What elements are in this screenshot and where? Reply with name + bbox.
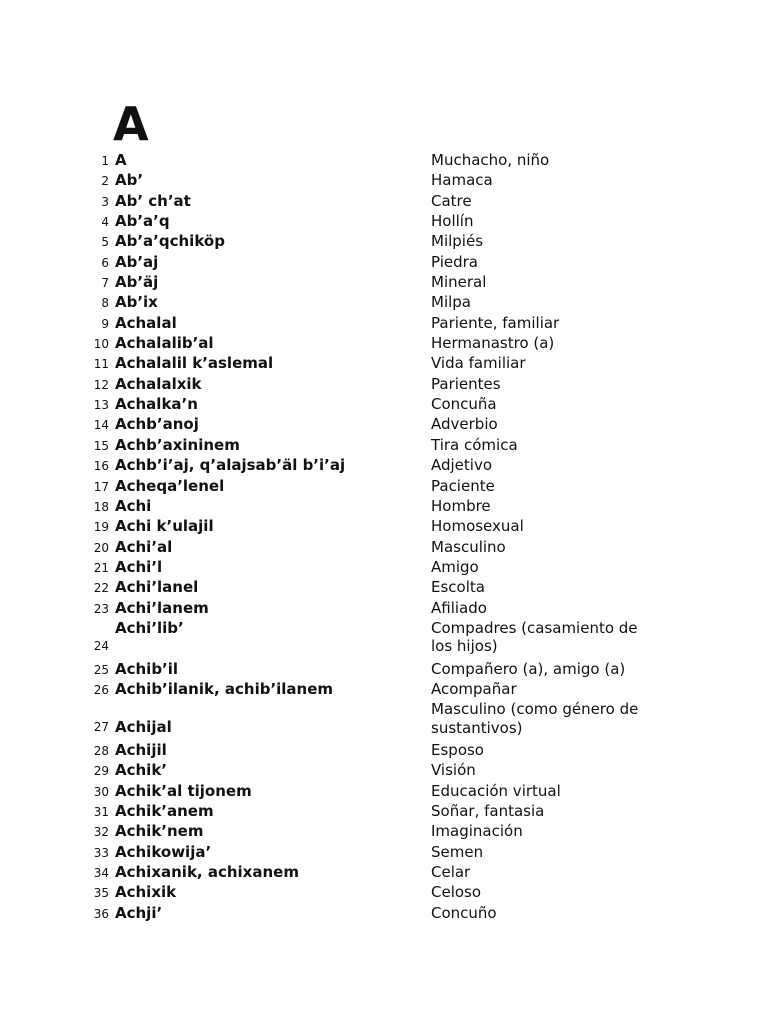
entry-definition: Parientes <box>431 374 501 393</box>
entry-term: Achijal <box>115 718 172 737</box>
entry-term: Achi <box>115 496 152 515</box>
entry-row <box>0 191 768 211</box>
entry-definition: Paciente <box>431 476 495 495</box>
entry-term: Achalal <box>115 313 177 332</box>
entry-number: 2 <box>101 174 109 189</box>
entry-row <box>0 821 768 841</box>
entry-row <box>0 740 768 760</box>
entry-definition: Concuña <box>431 395 497 414</box>
entry-definition: Mineral <box>431 273 487 292</box>
entry-term: Achi’l <box>115 557 163 576</box>
entry-definition: Homosexual <box>431 517 524 536</box>
entry-definition: Muchacho, niño <box>431 151 550 169</box>
entry-term: Ab’ ch’at <box>115 191 191 210</box>
entry-definition: Masculino <box>431 537 506 556</box>
entry-definition: Hombre <box>431 496 491 515</box>
entry-number: 32 <box>93 825 109 840</box>
entry-term: Achikowija’ <box>115 842 212 861</box>
entry-row <box>0 903 768 923</box>
entry-number: 25 <box>93 662 109 677</box>
entry-number: 22 <box>93 581 109 596</box>
entry-definition: Imaginación <box>431 822 523 841</box>
entry-row <box>0 496 768 516</box>
entry-definition: Semen <box>431 842 484 861</box>
entry-row <box>0 699 768 740</box>
entry-row <box>0 679 768 699</box>
entry-number: 4 <box>101 215 109 230</box>
entry-row <box>0 516 768 536</box>
entry-number: 14 <box>93 418 109 433</box>
entry-term: Achji’ <box>115 903 163 922</box>
entry-row <box>0 801 768 821</box>
entry-row <box>0 618 768 659</box>
entry-row <box>0 557 768 577</box>
entry-number: 26 <box>93 682 109 697</box>
entry-term: Achib’il <box>115 659 179 678</box>
entry-number: 27 <box>93 720 109 735</box>
entry-row <box>0 455 768 475</box>
entry-term: Achi’al <box>115 537 173 556</box>
entry-row <box>0 333 768 353</box>
entry-term: Achik’ <box>115 761 167 780</box>
entry-term: Ab’ix <box>115 293 158 312</box>
entry-number: 28 <box>93 743 109 758</box>
entry-number: 30 <box>93 784 109 799</box>
entry-term: Achb’axininem <box>115 435 240 454</box>
entry-definition: Compañero (a), amigo (a) <box>431 659 626 678</box>
entry-number: 17 <box>93 479 109 494</box>
entry-number: 13 <box>93 398 109 413</box>
entry-definition: Acompañar <box>431 679 517 698</box>
entry-row <box>0 414 768 434</box>
entry-term: Achb’i’aj, q’alajsab’äl b’i’aj <box>115 456 346 475</box>
entry-row <box>0 252 768 272</box>
entry-number: 3 <box>101 194 109 209</box>
entry-row <box>0 313 768 333</box>
entry-term: Achik’anem <box>115 802 214 820</box>
entry-definition: Afiliado <box>431 598 487 617</box>
entry-term: Ab’a’qchiköp <box>115 232 225 251</box>
entry-term: Achijil <box>115 740 167 759</box>
entry-term: Ab’aj <box>115 252 159 271</box>
entry-row <box>0 435 768 455</box>
entry-row <box>0 231 768 251</box>
entry-term: Achik’al tijonem <box>115 781 252 800</box>
entry-term: Ab’a’q <box>115 212 170 231</box>
entry-row <box>0 882 768 902</box>
entry-definition: Educación virtual <box>431 781 561 800</box>
entry-number: 23 <box>93 601 109 616</box>
entry-number: 35 <box>93 886 109 901</box>
entry-row <box>0 862 768 882</box>
entry-definition: Hollín <box>431 212 474 231</box>
entry-number: 19 <box>93 520 109 535</box>
entry-definition: Compadres (casamiento de los hijos) <box>431 618 638 656</box>
entry-number: 8 <box>101 296 109 311</box>
entry-row <box>0 537 768 557</box>
entry-row <box>0 598 768 618</box>
entry-term: Achalalib’al <box>115 334 214 353</box>
entry-number: 12 <box>93 377 109 392</box>
entry-term: Achalalil k’aslemal <box>115 354 274 373</box>
entry-definition: Tira cómica <box>431 435 518 454</box>
entry-term: Ab’ <box>115 171 144 190</box>
entry-term: Achalka’n <box>115 395 198 414</box>
entry-row <box>0 211 768 231</box>
entry-number: 10 <box>93 337 109 352</box>
entry-definition: Celar <box>431 863 471 882</box>
entry-row <box>0 577 768 597</box>
entry-definition: Adjetivo <box>431 456 493 475</box>
entry-number: 6 <box>101 255 109 270</box>
entry-row <box>0 272 768 292</box>
entry-list <box>0 150 768 923</box>
entry-number: 36 <box>93 906 109 921</box>
entry-row <box>0 374 768 394</box>
entry-definition: Soñar, fantasia <box>431 802 545 820</box>
entry-term: Achixanik, achixanem <box>115 863 299 882</box>
entry-term: Achalalxik <box>115 374 202 393</box>
entry-term: Achi’lanel <box>115 578 199 597</box>
entry-definition: Piedra <box>431 252 478 271</box>
entry-term: Achik’nem <box>115 822 204 841</box>
entry-row <box>0 659 768 679</box>
entry-definition: Milpa <box>431 293 471 312</box>
entry-number: 11 <box>93 357 109 372</box>
entry-number: 15 <box>93 438 109 453</box>
entry-term: Achi’lanem <box>115 598 209 617</box>
entry-term: Acheqa’lenel <box>115 476 225 495</box>
entry-definition: Milpiés <box>431 232 484 251</box>
entry-number: 18 <box>93 499 109 514</box>
entry-definition: Vida familiar <box>431 354 526 373</box>
entry-number: 20 <box>93 540 109 555</box>
entry-row <box>0 150 768 170</box>
entry-number: 5 <box>101 235 109 250</box>
entry-term: Achi k’ulajil <box>115 517 214 536</box>
entry-number: 24 <box>93 638 109 653</box>
entry-definition: Hamaca <box>431 171 493 190</box>
entry-number: 21 <box>93 560 109 575</box>
entry-term: Achb’anoj <box>115 415 199 434</box>
entry-row <box>0 292 768 312</box>
entry-term: Achixik <box>115 883 177 902</box>
entry-row <box>0 781 768 801</box>
entry-row <box>0 842 768 862</box>
entry-definition: Celoso <box>431 883 482 902</box>
entry-term: Ab’äj <box>115 273 159 292</box>
entry-definition: Concuño <box>431 903 497 922</box>
entry-number: 29 <box>93 764 109 779</box>
entry-number: 7 <box>101 276 109 291</box>
entry-definition: Esposo <box>431 740 484 759</box>
entry-definition: Amigo <box>431 557 479 576</box>
entry-number: 1 <box>101 154 109 168</box>
entry-definition: Masculino (como género de sustantivos) <box>431 700 639 737</box>
entry-term: A <box>115 151 127 169</box>
entry-row <box>0 476 768 496</box>
entry-term: Achib’ilanik, achib’ilanem <box>115 679 334 698</box>
entry-definition: Escolta <box>431 578 485 597</box>
entry-number: 9 <box>101 316 109 331</box>
entry-row <box>0 760 768 780</box>
entry-definition: Catre <box>431 191 472 210</box>
entry-definition: Visión <box>431 761 476 780</box>
entry-row <box>0 170 768 190</box>
entry-number: 33 <box>93 845 109 860</box>
entry-definition: Pariente, familiar <box>431 313 560 332</box>
entry-row <box>0 353 768 373</box>
entry-row <box>0 394 768 414</box>
section-letter: A <box>113 97 149 151</box>
entry-number: 16 <box>93 459 109 474</box>
entry-term: Achi’lib’ <box>115 618 184 637</box>
entry-number: 34 <box>93 866 109 881</box>
entry-number: 31 <box>93 805 109 819</box>
entry-definition: Hermanastro (a) <box>431 334 555 353</box>
entry-definition: Adverbio <box>431 415 498 434</box>
